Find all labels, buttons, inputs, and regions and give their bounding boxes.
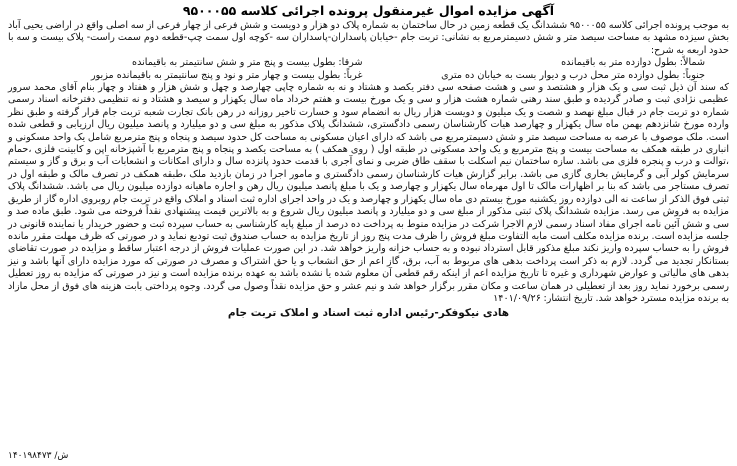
notice-title: آگهی مزایده اموال غیرمنقول پرونده اجرائی کلاسه ۹۵۰۰۰۵۵ [182,3,555,18]
notice-reference: ۱۴۰۱۹۸۴۷۳ /ش [8,451,69,461]
notice-signature: هادی نیکوفکر-رئیس اداره ثبت اسناد و املاک تربت جام [227,307,510,320]
property-bounds [8,57,729,82]
bound-north: شمالاً: بطول دوازده متر به باقیمانده [561,57,705,69]
bound-south: جنوباً: بطول دوازده متر محل درب و دیوار بست به خیابان ده متری [441,69,705,81]
notice-intro: به موجب پرونده اجرائی کلاسه ۹۵۰۰۰۵۵ ششدانگ یک قطعه زمین در حال ساختمان به شماره پلاک دو هزار و دویست و شش فرعی از چهار فرعی از سه اصلی واقع در اراضی یحیی آباد بخش سیزده مشهد به مساحت سیصد متر و شش دسیمترمربع به نشانی: تربت جام -خیابان پاسداران-پاسداران سه -کوچه اول سمت چپ-قطعه دوم سمت راست- پلاک بیست و سه با حدود اربعه به شرح: [8,20,729,56]
bound-west: غرباً: بطول بیست و چهار متر و نود و پنج سانتیمتر به باقیمانده مزبور [90,69,363,81]
notice-body: که سند آن ذیل ثبت سی و یک هزار و هشتصد و سی و هشت صفحه سی دفتر یکصد و هشتاد و نه به شماره چاپی چهارصد و چهل و شش هزار و هفتاد و چهار بنام آقای محمد سرور عظیمی نژادی ثبت و صادر گردیده و طبق سند رهنی شماره هشت هزار و سی و یک مورخ بیست و هفتم خرداد ماه سال یکهزار و سیصد و هشتاد و نه تنظیمی دفترخانه اسناد رسمی شماره دو تربت جام در قبال مبلغ نهصد و شصت و یک میلیون و دویست هزار ریال به انضمام سود و خسارت تاخیر روزانه در رهن بانک تجارت شعبه تربت جام قرار گرفته و طبق نظر وارده مورخ شانزدهم بهمن ماه سال یکهزار و چهارصد هیات کارشناسان رسمی دادگستری، ششدانگ پلاک مذکور به مبلغ سی و دو میلیارد و پانصد میلیون ریال ارزیابی و قطعی شده است. ملک موصوف با عرصه به مساحت سیصد متر و شش دسیمترمربع می باشد که دارای اعیان مسکونی به مساحت کل حدود سیصد و پنجاه و پنج مترمربع شامل یک واحد مسکونی و انباری در طبقه همکف به مساحت بیست و پنج مترمربع و یک واحد مسکونی در طبقه اول ( روی همکف ) به مساحت یکصد و پنجاه و پنج مترمربع با آشپزخانه اپن و کابینت فلزی ،حمام ،توالت و درب و پنجره فلزی می باشد. سازه ساختمان نیم اسکلت با سقف طاق ضربی و نمای آجری با قدمت حدود پانزده سال و دارای امکانات و انشعابات آب و برق و گاز و سیستم سرمایش کولر آبی و گرمایش بخاری گازی می باشد. برابر گزارش هیات کارشناسان رسمی دادگستری و مامور اجرا در زمان بازدید ملک ،طبقه همکف در تصرف مالک و طبقه اول در تصرف مستاجر می باشد که بنا بر اظهارات مالک تا اول مهرماه سال یکهزار و چهارصد و یک با مبلغ پانصد میلیون ریال رهن و اجاره ماهیانه دوازده میلیون ریال می باشد. ششدانگ پلاک ثبتی فوق الذکر از ساعت نه الی دوازده روز یکشنبه مورخ بیستم دی ماه سال یکهزار و چهارصد و یک در واحد اجرای اداره ثبت اسناد و املاک واقع در تربت جام روبروی اداره گاز از طریق مزایده به فروش می رسد. مزایده ششدانگ پلاک ثبتی مذکور از مبلغ سی و دو میلیارد و پانصد میلیون ریال شروع و به بالاترین قیمت پیشنهادی نقداً فروخته می شود. طبق ماده صد و سی و شش آئین نامه اجرای مفاد اسناد رسمی لازم الاجرا شرکت در مزایده منوط به پرداخت ده درصد از مبلغ پایه کارشناسی به حساب سپرده ثبت و حضور خریدار یا نماینده قانونی در جلسه مزایده است. برنده مزایده مکلف است مابه التفاوت مبلغ فروش را ظرف مدت پنج روز از تاریخ مزایده به حساب صندوق ثبت تودیع نماید و در صورتی که ظرف مهلت مقرر مانده فروش را به حساب سپرده واریز نکند مبلغ مذکور قابل استرداد نبوده و به حساب خزانه واریز خواهد شد. در این صورت عملیات فروش از درجه اعتبار ساقط و مزایده در صورت تقاضای بستانکار تجدید می گردد. لازم به ذکر است پرداخت بدهی های مربوط به آب، برق، گاز اعم از حق انشعاب و یا حق اشتراک و مصرف در صورتی که مورد مزایده دارای آنها باشد و نیز بدهی های مالیاتی و عوارض شهرداری و غیره تا تاریخ مزایده اعم از اینکه رقم قطعی آن معلوم شده یا نشده باشد به عهده برنده مزایده است و نیز در صورتی که مزایده به روز تعطیل رسمی برخورد نماید روز بعد از تعطیلی در همان ساعت و مکان مقرر برگزار خواهد شد و نیم عشر و حق مزایده نقداً وصول می گردد. وجوه پرداختی بابت هزینه های فوق از محل مازاد به برنده مزایده مسترد خواهد شد. تاریخ انتشار: ۱۴۰۱/۰۹/۲۶ [8,82,729,304]
bound-east: شرقا: بطول بیست و پنج متر و شش سانتیمتر به باقیمانده [132,57,363,69]
